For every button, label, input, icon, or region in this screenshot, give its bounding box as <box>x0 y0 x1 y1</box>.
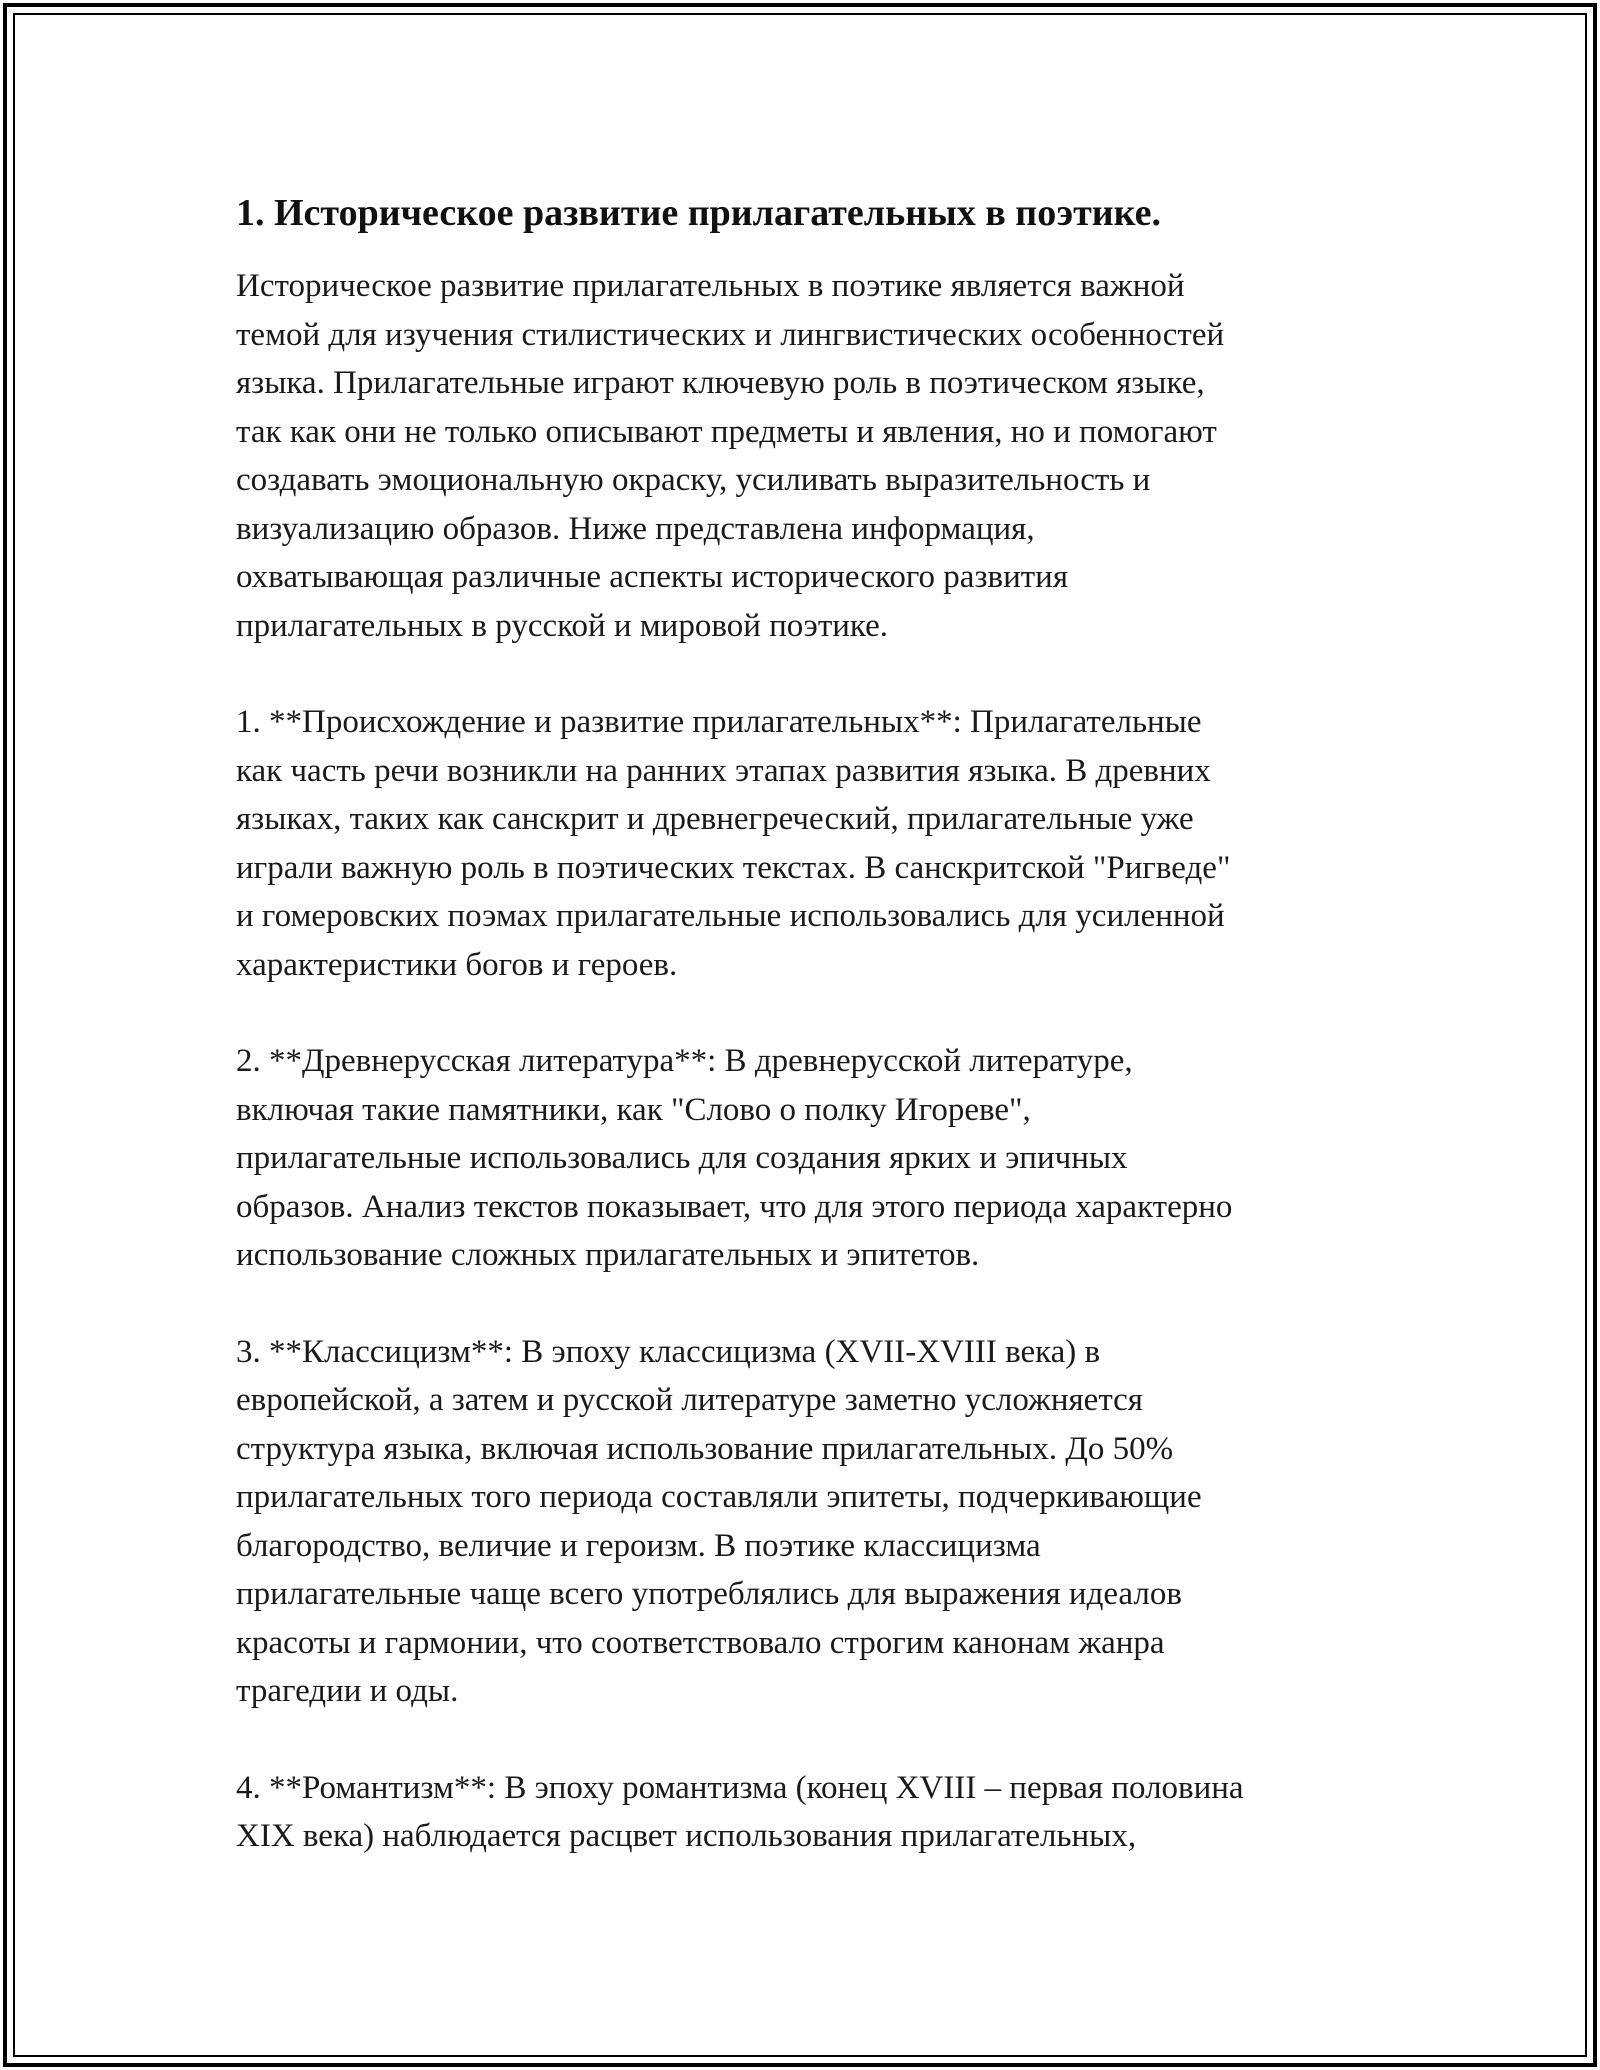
list-item-romanticism <box>236 1764 1396 1861</box>
text-line: прилагательных в русской и мировой поэтике. <box>236 607 889 644</box>
section-heading: 1. Историческое развитие прилагательных в поэтике. <box>236 192 1161 234</box>
list-item-old-russian <box>236 1037 1396 1280</box>
text-line: 4. **Романтизм**: В эпоху романтизма (конец XVIII – первая половина <box>236 1769 1244 1806</box>
text-line: структура языка, включая использование прилагательных. До 50% <box>236 1430 1174 1467</box>
list-item-origin <box>236 698 1396 989</box>
text-line: благородство, величие и героизм. В поэтике классицизма <box>236 1527 1041 1564</box>
text-line: визуализацию образов. Ниже представлена информация, <box>236 510 1035 547</box>
text-line: охватывающая различные аспекты исторического развития <box>236 559 1068 595</box>
text-line: прилагательных того периода составляли эпитеты, подчеркивающие <box>236 1479 1202 1515</box>
text-line: так как они не только описывают предметы и явления, но и помогают <box>236 413 1217 450</box>
text-line: характеристики богов и героев. <box>236 946 678 983</box>
text-line: 2. **Древнерусская литература**: В древнерусской литературе, <box>236 1043 1133 1079</box>
text-line: Историческое развитие прилагательных в поэтике является важной <box>236 268 1185 304</box>
text-line: языка. Прилагательные играют ключевую роль в поэтическом языке, <box>236 365 1205 401</box>
text-line: прилагательные использовались для создания ярких и эпичных <box>236 1140 1128 1176</box>
text-line: языках, таких как санскрит и древнегреческий, прилагательные уже <box>236 801 1194 837</box>
text-line: трагедии и оды. <box>236 1673 459 1709</box>
text-line: как часть речи возникли на ранних этапах развития языка. В древних <box>236 752 1211 789</box>
text-line: и гомеровских поэмах прилагательные использовались для усиленной <box>236 898 1225 934</box>
text-line: образов. Анализ текстов показывает, что для этого периода характерно <box>236 1188 1233 1225</box>
text-line: 1. **Происхождение и развитие прилагательных**: Прилагательные <box>236 704 1202 740</box>
document-page <box>236 186 1396 1861</box>
text-line: 3. **Классицизм**: В эпоху классицизма (XVII-XVIII века) в <box>236 1333 1101 1370</box>
text-line: создавать эмоциональную окраску, усиливать выразительность и <box>236 462 1151 498</box>
text-line: красоты и гармонии, что соответствовало строгим канонам жанра <box>236 1624 1165 1661</box>
text-line: включая такие памятники, как "Слово о полку Игореве", <box>236 1091 1031 1128</box>
text-line: прилагательные чаще всего употреблялись для выражения идеалов <box>236 1576 1182 1612</box>
intro-paragraph <box>236 262 1396 650</box>
text-line: использование сложных прилагательных и эпитетов. <box>236 1237 980 1273</box>
text-line: темой для изучения стилистических и лингвистических особенностей <box>236 316 1225 353</box>
text-line: XIX века) наблюдается расцвет использования прилагательных, <box>236 1818 1137 1854</box>
text-line: играли важную роль в поэтических текстах. В санскритской "Ригведе" <box>236 849 1231 886</box>
list-item-classicism <box>236 1328 1396 1716</box>
text-line: европейской, а затем и русской литературе заметно усложняется <box>236 1382 1143 1418</box>
